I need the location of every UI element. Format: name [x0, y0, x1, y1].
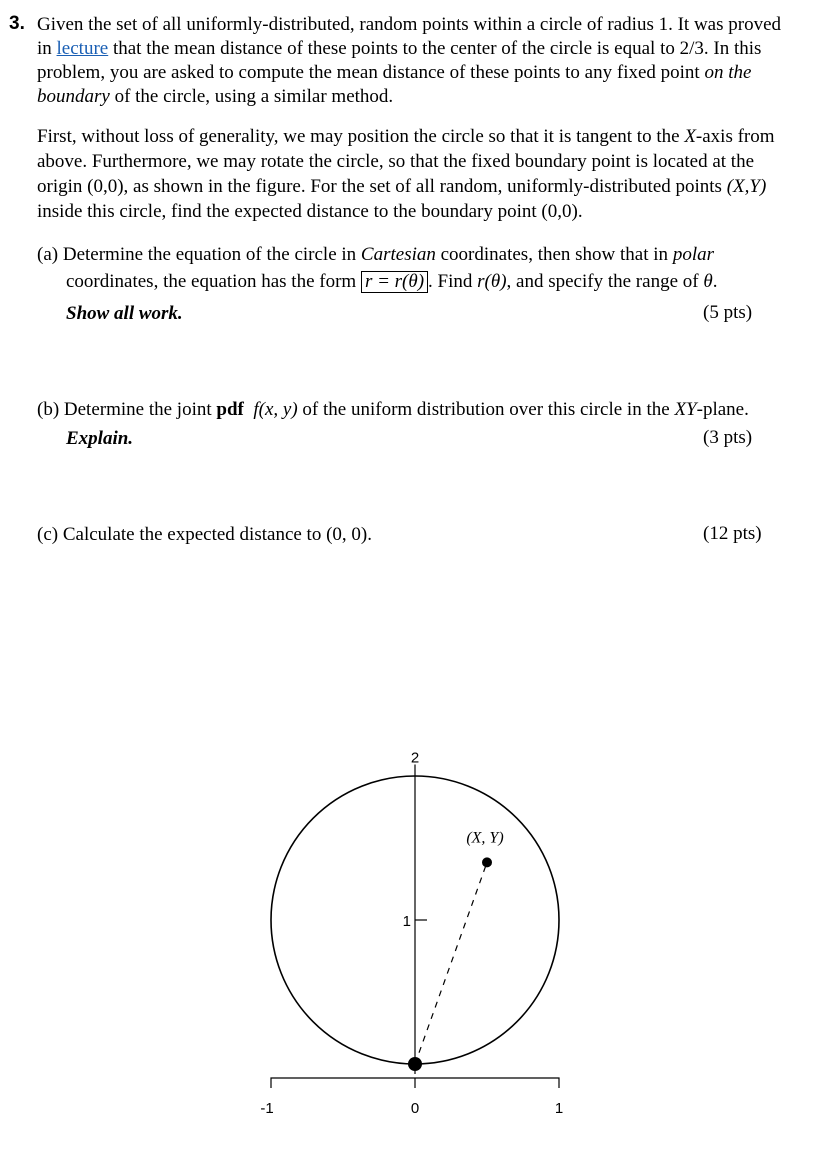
intro-emphasis: boundary — [37, 86, 110, 107]
part-a-emphasis: polar — [672, 244, 714, 265]
part-b-math: XY — [674, 399, 697, 420]
part-c-text: . — [367, 524, 372, 545]
distance-dashed-line — [415, 862, 487, 1064]
setup-text: inside this circle, find the expected distance to the boundary point — [37, 201, 542, 222]
question-number: 3. — [9, 13, 25, 34]
setup-math: (0,0) — [541, 201, 578, 222]
part-a-text: . Find — [428, 271, 478, 292]
polar-form-box: r = r(θ) — [361, 271, 428, 293]
part-a-text: coordinates, then show that in — [435, 244, 673, 265]
part-a-emphasis: Cartesian — [360, 244, 436, 265]
intro-text: that the mean distance of these points to the center of the circle is equal to 2/3. In this — [108, 38, 762, 59]
part-a-instruction: Show all work. — [66, 303, 183, 324]
setup-text: . — [577, 201, 583, 222]
part-b-pdf: pdf — [216, 399, 244, 420]
part-b-text: of the uniform distribution over this circle in the — [297, 399, 675, 420]
part-b-points: (3 pts) — [703, 427, 753, 448]
intro-emphasis: on the — [704, 62, 752, 83]
part-c-math: (0, 0) — [326, 524, 368, 545]
part-b-instruction: Explain. — [66, 428, 134, 449]
setup-math: X — [684, 126, 696, 147]
y-tick-label-2: 2 — [410, 749, 420, 767]
part-b-text: Determine the joint — [63, 399, 217, 420]
part-a-math: θ — [703, 271, 713, 292]
part-a-text: coordinates, the equation has the form — [66, 271, 361, 292]
x-tick-label-1: 1 — [554, 1100, 564, 1117]
setup-text: , as shown in the figure. For the set of all random, uniformly-distributed points — [123, 176, 727, 197]
part-a-text: . — [712, 271, 718, 292]
part-c-text: Calculate the expected distance to — [62, 524, 327, 545]
origin-point — [408, 1057, 422, 1071]
part-c-points: (12 pts) — [703, 523, 762, 544]
setup-math: (0,0) — [87, 176, 124, 197]
part-c-label: (c) — [37, 524, 59, 545]
random-point-label: (X, Y) — [466, 829, 504, 847]
part-a-text: Determine the equation of the circle in — [62, 244, 361, 265]
setup-text: First, without loss of generality, we may position the circle so that it is tangent to the — [37, 126, 685, 147]
setup-text: origin — [37, 176, 88, 197]
random-point — [482, 857, 492, 867]
part-a-text: , and specify the range of — [506, 271, 704, 292]
part-b-text: -plane. — [696, 399, 749, 420]
part-a-points: (5 pts) — [703, 302, 753, 323]
part-b-label: (b) — [37, 399, 60, 420]
intro-text: of the circle, using a similar method. — [109, 86, 394, 107]
x-tick-label-0: 0 — [410, 1100, 420, 1117]
part-a-label: (a) — [37, 244, 59, 265]
setup-math: (X,Y) — [726, 176, 767, 197]
setup-text: -axis from — [695, 126, 775, 147]
intro-line-1: Given the set of all uniformly-distributed, random points within a circle of radius 1. It was proved — [37, 14, 781, 35]
lecture-link[interactable]: lecture — [56, 38, 109, 59]
intro-text: problem, you are asked to compute the mean distance of these points to any fixed point — [37, 62, 705, 83]
x-tick-label-neg1: -1 — [260, 1100, 274, 1117]
part-a-math: r(θ) — [477, 271, 507, 292]
intro-text: in — [37, 38, 57, 59]
y-tick-label-1: 1 — [402, 913, 411, 930]
part-b-math: f(x, y) — [253, 399, 298, 420]
setup-line-2: above. Furthermore, we may rotate the circle, so that the fixed boundary point is located at the — [37, 151, 755, 172]
